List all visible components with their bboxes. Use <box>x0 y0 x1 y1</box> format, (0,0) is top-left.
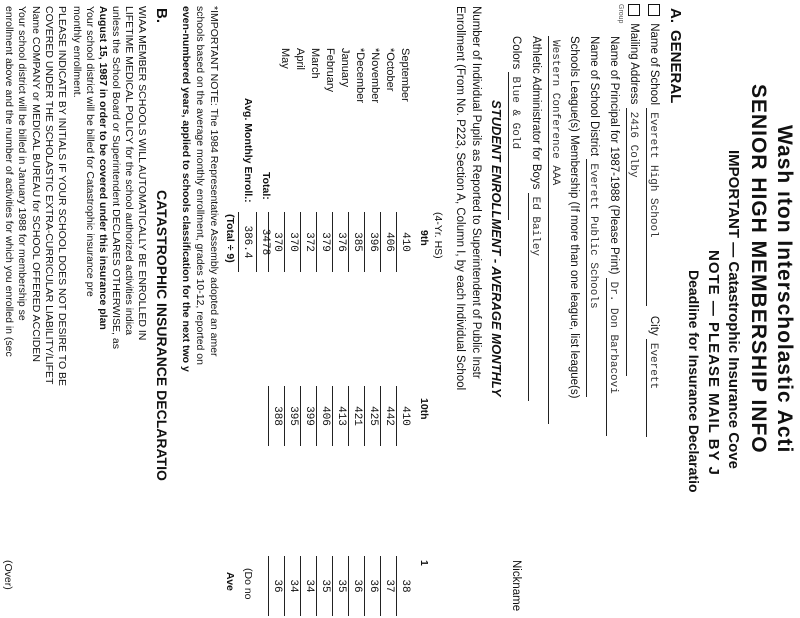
grade10-value: 421 <box>348 386 364 446</box>
total-9th: 3478 <box>256 212 272 272</box>
month-label: *December <box>354 48 366 104</box>
enrollment-title: STUDENT ENROLLMENT - AVERAGE MONTHLY <box>489 100 504 397</box>
athletic-admin-value: Ed Bailey <box>528 193 541 401</box>
grade9-value: 370 <box>284 212 300 272</box>
months-column <box>277 48 412 103</box>
grade9-column <box>268 212 412 272</box>
grade10-value: 406 <box>316 386 332 446</box>
grade10-value: 388 <box>268 386 284 446</box>
header-form-title: SENIOR HIGH MEMBERSHIP INFO <box>747 84 770 454</box>
row-school-name <box>646 4 660 437</box>
section-b-p7: PLEASE INDICATE BY INITIALS IF YOUR SCHOOL DOES NOT DESIRE TO BE <box>56 6 68 387</box>
total-div-label: (Total ÷ 9) <box>224 214 236 263</box>
grade10-value: 413 <box>332 386 348 446</box>
section-b-p10: Your school district will be billed in January 1988 for membership se <box>16 6 28 321</box>
grade10-value: 425 <box>364 386 380 446</box>
important-note-2: schools based on the average monthly enrollment, grades 10-12, reported on <box>194 6 206 365</box>
row-colors <box>508 36 522 220</box>
important-note-3: even-numbered years, applied to schools classification for the next two y <box>180 6 192 372</box>
section-a-label: A. <box>667 8 684 23</box>
grade10-value: 399 <box>300 386 316 446</box>
district-value: Everett Public Schools <box>586 159 599 397</box>
grade9-value: 406 <box>380 212 396 272</box>
row-league-value <box>548 36 562 424</box>
grade9-value: 379 <box>316 212 332 272</box>
league-value: Western Conference AAA <box>548 36 561 424</box>
grade10-value: 395 <box>284 386 300 446</box>
over-note: (Over) <box>2 560 14 590</box>
nickname-label: Nickname <box>510 560 522 612</box>
section-b-p1: WIAA MEMBER SCHOOLS WILL AUTOMATICALLY BE ENROLLED IN <box>136 6 148 341</box>
grade11-value: 34 <box>284 556 300 616</box>
col-11th-header: 1 <box>418 560 430 566</box>
section-b-p6: monthly enrollment. <box>71 6 83 98</box>
grade10-column <box>268 386 412 446</box>
avg-label: Avg. Monthly Enroll.: <box>242 98 254 203</box>
col-10th-header: 10th <box>418 398 430 420</box>
section-a-title: GENERAL <box>667 30 684 104</box>
row-district <box>586 36 600 397</box>
grade11-value: 37 <box>380 556 396 616</box>
grade9-value: 385 <box>348 212 364 272</box>
grade9-value: 376 <box>332 212 348 272</box>
enrollment-intro-2: Enrollment (From No. P223, Section A, Column I, by each Individual School <box>454 6 466 391</box>
grade10-value: 442 <box>380 386 396 446</box>
section-b-label: B. <box>153 8 170 23</box>
important-note-1: *IMPORTANT NOTE: The 1984 Representative Assembly adopted an amer <box>208 6 220 357</box>
month-label: February <box>324 48 336 93</box>
mailing-label: Mailing Address <box>627 23 640 105</box>
district-label: Name of School District <box>588 36 600 157</box>
checkbox <box>648 4 660 16</box>
col-9th-header: 9th <box>418 230 430 246</box>
section-b-p5: Your school district will be billed for Catastrophic insurance pre <box>84 6 96 297</box>
section-b-p2: LIFETIME MEDICAL POLICY for the school authorized activities indica <box>123 6 135 336</box>
do-note: (Do no <box>242 568 254 600</box>
school-name-label: Name of School <box>647 23 660 106</box>
principal-value: Dr. Don Barbacovi <box>606 278 619 436</box>
ave-note: Ave <box>224 572 236 591</box>
section-b-p9: Name COMPANY or MEDICAL BUREAU for SCHOOL OFFERED ACCIDEN <box>30 6 42 362</box>
month-label: January <box>339 48 351 88</box>
avg-9th: 386.4 <box>238 212 254 272</box>
header-association-title: Wash ıton Interscholastic Acti <box>773 125 796 454</box>
section-b-p8: COVERED UNDER THE SCHOLASTIC EXTRA-CURRICULAR LIABILITY/LIFET <box>43 6 55 385</box>
col-note: (4-Yr. HS) <box>432 212 444 259</box>
row-principal <box>606 36 620 436</box>
section-b-p11: enrollment above and the number of activities for which you enrolled in (sec <box>3 6 15 357</box>
month-label: March <box>309 48 321 79</box>
grade11-value: 36 <box>268 556 284 616</box>
header-important-line: IMPORTANT — Catastrophic Insurance Cove <box>725 150 742 469</box>
grade11-value: 38 <box>396 556 412 616</box>
grade11-value: 35 <box>332 556 348 616</box>
month-label: May <box>279 48 291 69</box>
row-athletic-admin <box>528 36 542 401</box>
checkbox <box>628 4 640 16</box>
grade9-value: 396 <box>364 212 380 272</box>
school-name-value: Everett High School <box>646 108 659 306</box>
section-b-p3: unless the School Board or Superintendent DECLARES OTHERWISE, as <box>110 6 122 349</box>
section-b-p4: August 15, 1987 in order to be covered under this insurance plan <box>97 6 109 330</box>
colors-label: Colors <box>510 36 522 70</box>
header-mail-note: NOTE — PLEASE MAIL BY J <box>705 250 722 476</box>
city-label: City <box>647 315 660 336</box>
month-label: September <box>399 48 411 102</box>
city-value: Everett <box>646 339 659 437</box>
principal-label: Name of Principal for 1987-1988 (Please Print) <box>608 36 620 275</box>
total-label: Total: <box>260 172 272 200</box>
grade11-value: 36 <box>348 556 364 616</box>
colors-value: Blue & Gold <box>508 72 521 220</box>
header-deadline: Deadline for Insurance Declaratio <box>686 270 702 493</box>
athletic-admin-label: Athletic Administrator for Boys <box>530 36 542 190</box>
grade9-value: 372 <box>300 212 316 272</box>
grade11-value: 35 <box>316 556 332 616</box>
grade9-value: 410 <box>396 212 412 272</box>
row-league: Schools League(s) Membership (If more than one league, list league(s) <box>568 36 580 399</box>
grade11-column <box>268 556 412 616</box>
grade11-value: 34 <box>300 556 316 616</box>
grade10-value: 410 <box>396 386 412 446</box>
enrollment-intro-1: Number of Individual Pupils as Reported to Superintendent of Public Instr <box>470 6 482 379</box>
month-label: *November <box>369 48 381 104</box>
section-b-title: CATASTROPHIC INSURANCE DECLARATIO <box>154 190 170 481</box>
month-label: *October <box>384 48 396 92</box>
month-label: April <box>294 48 306 71</box>
corner-note: Group <box>617 4 624 24</box>
row-mailing-address <box>626 4 640 376</box>
mailing-value: 2416 Colby <box>626 108 639 376</box>
grade9-value: 370 <box>268 212 284 272</box>
grade11-value: 36 <box>364 556 380 616</box>
